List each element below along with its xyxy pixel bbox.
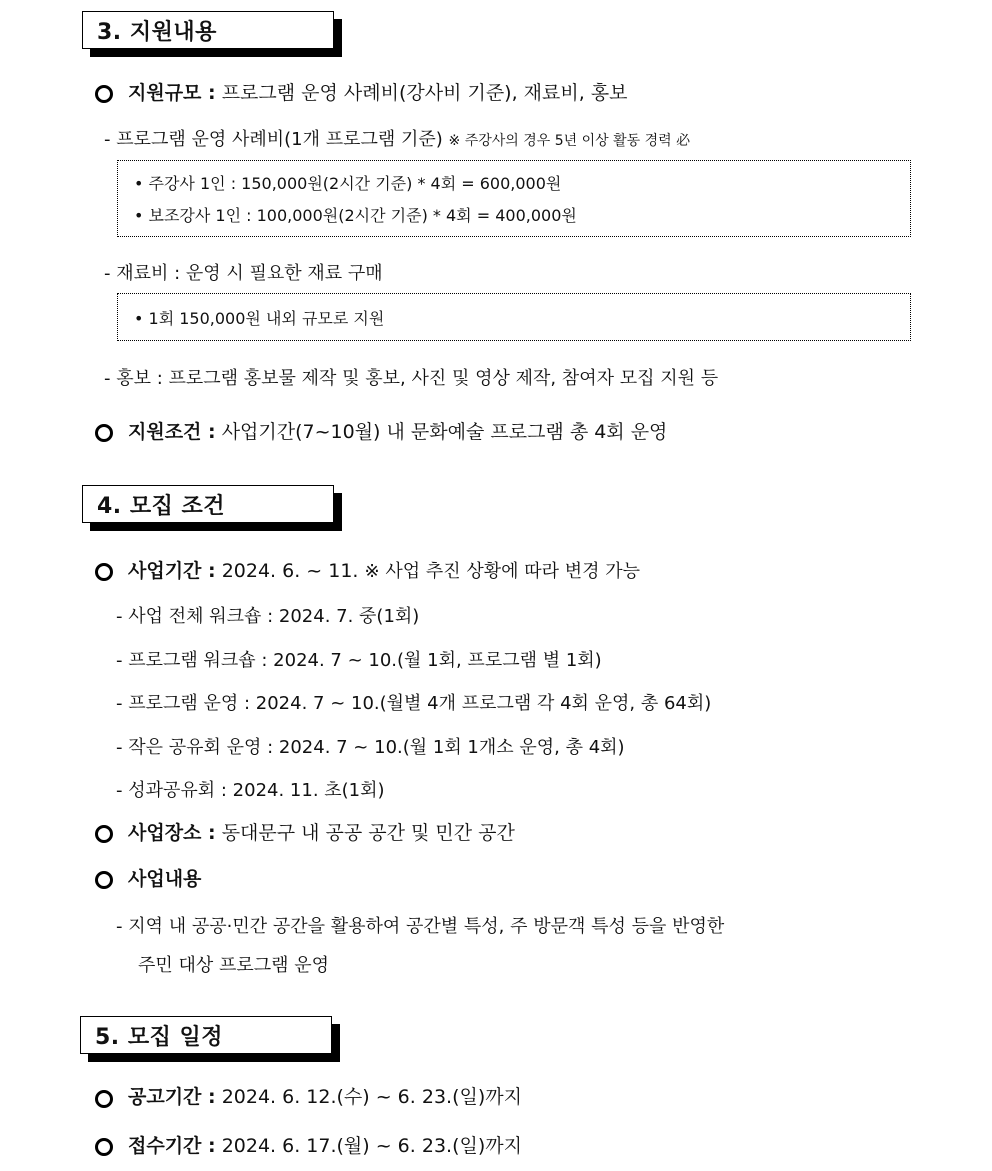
period-item: - 작은 공유회 운영 : 2024. 7 ~ 10.(월 1회 1개소 운영, 총 4회) [116, 737, 625, 758]
circle-bullet-icon [95, 1090, 113, 1108]
material-detail-box [117, 293, 911, 341]
circle-bullet-icon [95, 871, 113, 889]
business-content-text-2: 주민 대상 프로그램 운영 [138, 955, 330, 976]
notice-period-line [128, 1082, 522, 1109]
business-period-note: ※ 사업 추진 상황에 따라 변경 가능 [364, 561, 640, 582]
support-scale-value: 프로그램 운영 사례비(강사비 기준), 재료비, 홍보 [221, 82, 628, 104]
support-condition-label: 지원조건 : [128, 421, 216, 443]
fee-detail-box [117, 160, 911, 237]
circle-bullet-icon [95, 563, 113, 581]
section-5-title: 5. 모집 일정 [95, 1025, 223, 1050]
period-item: - 프로그램 운영 : 2024. 7 ~ 10.(월별 4개 프로그램 각 4회 운영, 총 64회) [116, 693, 712, 714]
promo-line: - 홍보 : 프로그램 홍보물 제작 및 홍보, 사진 및 영상 제작, 참여자 모집 지원 등 [104, 368, 719, 389]
circle-bullet-icon [95, 424, 113, 442]
receipt-period-line [128, 1131, 522, 1158]
business-period-label: 사업기간 : [128, 560, 216, 582]
material-line: - 재료비 : 운영 시 필요한 재료 구매 [104, 263, 383, 284]
business-content-text-1: - 지역 내 공공·민간 공간을 활용하여 공간별 특성, 주 방문객 특성 등을 반영한 [116, 916, 725, 937]
receipt-period-label: 접수기간 : [128, 1135, 216, 1157]
business-place-value: 동대문구 내 공공 공간 및 민간 공간 [221, 822, 515, 844]
fee-line-text: - 프로그램 운영 사례비(1개 프로그램 기준) [104, 129, 443, 150]
business-content-label: 사업내용 [128, 868, 202, 890]
section-4-header [82, 485, 334, 523]
circle-bullet-icon [95, 85, 113, 103]
section-5-header [80, 1016, 332, 1054]
support-condition-value: 사업기간(7~10월) 내 문화예술 프로그램 총 4회 운영 [221, 421, 668, 443]
section-3-title: 3. 지원내용 [97, 20, 217, 45]
business-period-value: 2024. 6. ~ 11. [221, 560, 359, 582]
business-period-line [128, 556, 640, 583]
material-item: • 1회 150,000원 내외 규모로 지원 [134, 309, 385, 328]
business-content-line [128, 864, 201, 891]
business-place-line [128, 818, 515, 845]
fee-item: • 보조강사 1인 : 100,000원(2시간 기준) * 4회 = 400,000원 [134, 206, 577, 225]
fee-note: ※ 주강사의 경우 5년 이상 활동 경력 必 [448, 133, 691, 149]
support-condition-line [128, 417, 667, 444]
period-item: - 사업 전체 워크숍 : 2024. 7. 중(1회) [116, 606, 420, 627]
receipt-period-value: 2024. 6. 17.(월) ~ 6. 23.(일)까지 [221, 1135, 522, 1157]
period-item: - 성과공유회 : 2024. 11. 초(1회) [116, 780, 385, 801]
circle-bullet-icon [95, 1138, 113, 1156]
support-scale-line [128, 78, 628, 105]
notice-period-value: 2024. 6. 12.(수) ~ 6. 23.(일)까지 [221, 1086, 522, 1108]
section-4-title: 4. 모집 조건 [97, 494, 225, 519]
fee-line [104, 125, 690, 151]
fee-item: • 주강사 1인 : 150,000원(2시간 기준) * 4회 = 600,000원 [134, 174, 562, 193]
support-scale-label: 지원규모 : [128, 82, 216, 104]
circle-bullet-icon [95, 825, 113, 843]
business-place-label: 사업장소 : [128, 822, 216, 844]
notice-period-label: 공고기간 : [128, 1086, 216, 1108]
section-3-header [82, 11, 334, 49]
period-item: - 프로그램 워크숍 : 2024. 7 ~ 10.(월 1회, 프로그램 별 1회) [116, 650, 602, 671]
